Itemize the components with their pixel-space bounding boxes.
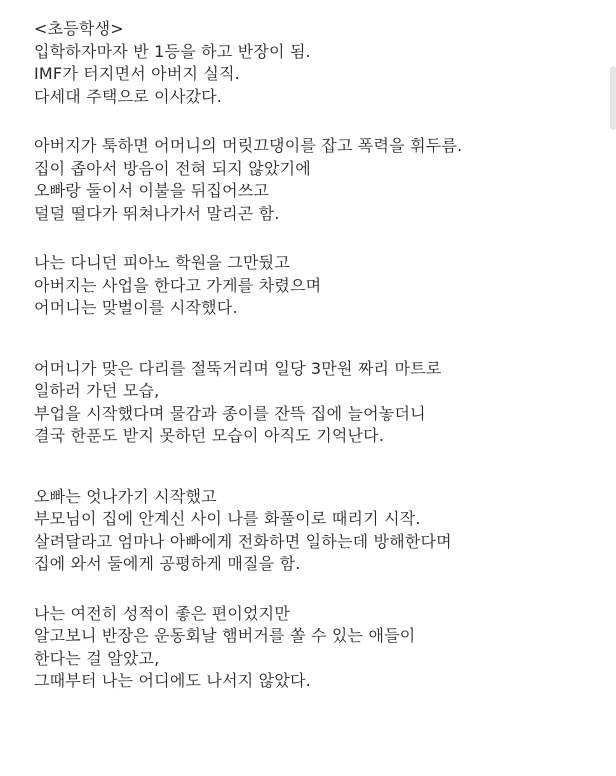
text-line: 어머니는 맞벌이를 시작했다. (34, 298, 238, 317)
scrollbar-thumb[interactable] (610, 66, 616, 130)
text-line: 어머니가 맞은 다리를 절뚝거리며 일당 3만원 짜리 마트로 (34, 358, 442, 378)
text-line: 집에 와서 둘에게 공평하게 매질을 함. (34, 554, 301, 573)
text-line: 집이 좁아서 방음이 전혀 되지 않았기에 (34, 158, 311, 178)
text-line: 부업을 시작했다며 물감과 종이를 잔뜩 집에 늘어놓더니 (34, 403, 426, 423)
paragraph (34, 486, 604, 576)
text-line: 살려달라고 엄마나 아빠에게 전화하면 일하는데 방해한다며 (34, 531, 452, 551)
text-line: 결국 한푼도 받지 못하던 모습이 아직도 기억난다. (34, 426, 385, 445)
paragraph (34, 18, 604, 108)
text-line: 나는 다니던 피아노 학원을 그만뒀고 (34, 253, 290, 272)
text-line: 다세대 주택으로 이사갔다. (34, 86, 223, 106)
paragraph (34, 603, 604, 693)
text-line: 아버지가 툭하면 어머니의 머릿끄댕이를 잡고 폭력을 휘두름. (34, 136, 463, 155)
text-line: 입학하자마자 반 1등을 하고 반장이 됨. (34, 41, 311, 61)
paragraph (34, 358, 604, 448)
text-line: 덜덜 떨다가 뛰쳐나가서 말리곤 함. (34, 203, 280, 223)
paragraph (34, 135, 604, 225)
text-line: 그때부터 나는 어디에도 나서지 않았다. (34, 671, 311, 690)
text-line: 아버지는 사업을 한다고 가게를 차렸으며 (34, 275, 322, 295)
text-line: IMF가 터지면서 아버지 실직. (34, 64, 241, 83)
text-line: 오빠는 엇나가기 시작했고 (34, 486, 217, 506)
text-line: 나는 여전히 성적이 좋은 편이었지만 (34, 603, 290, 623)
post-body (34, 18, 604, 720)
text-line: 오빠랑 둘이서 이불을 뒤집어쓰고 (34, 181, 270, 200)
text-line: 부모님이 집에 안계신 사이 나를 화풀이로 때리기 시작. (34, 509, 421, 528)
text-line: 일하러 가던 모습, (34, 381, 160, 400)
text-line: <초등학생> (34, 19, 124, 38)
text-line: 알고보니 반장은 운동회날 햄버거를 쏠 수 있는 애들이 (34, 626, 416, 645)
paragraph (34, 252, 604, 320)
text-line: 한다는 걸 알았고, (34, 648, 160, 668)
